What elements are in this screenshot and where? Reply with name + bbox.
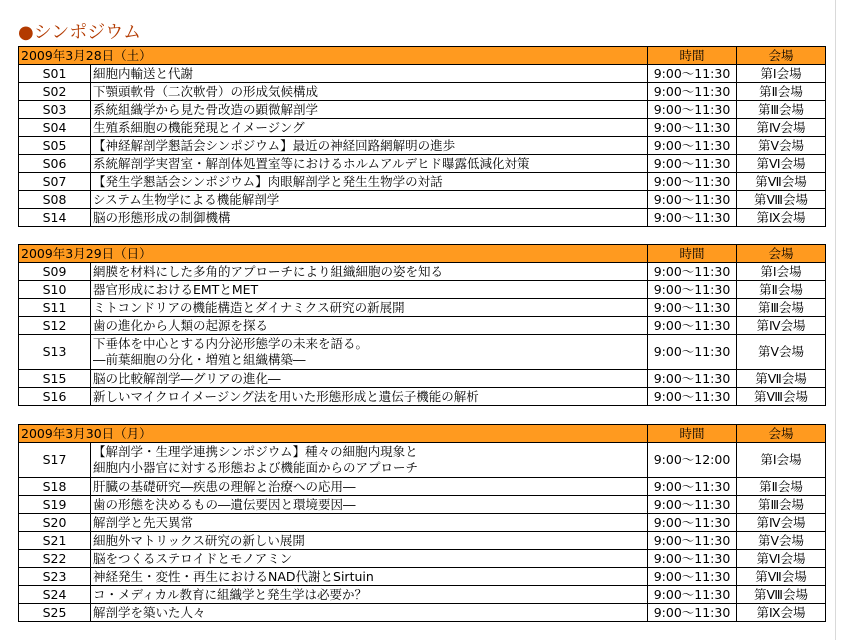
room-header: 会場 xyxy=(737,47,826,65)
table-row[interactable] xyxy=(19,586,826,604)
table-row[interactable] xyxy=(19,317,826,335)
time-header: 時間 xyxy=(648,425,737,443)
session-id: S06 xyxy=(19,155,91,173)
session-room: 第Ⅵ会場 xyxy=(737,155,826,173)
day-date: 2009年3月30日（月） xyxy=(19,425,648,443)
day-header-row xyxy=(19,47,826,65)
session-time: 9:00～11:30 xyxy=(648,155,737,173)
session-id: S01 xyxy=(19,65,91,83)
session-time: 9:00～11:30 xyxy=(648,388,737,406)
session-title: 新しいマイクロイメージング法を用いた形態形成と遺伝子機能の解析 xyxy=(91,388,648,406)
session-time: 9:00～11:30 xyxy=(648,604,737,622)
session-room: 第Ⅱ会場 xyxy=(737,83,826,101)
time-header: 時間 xyxy=(648,245,737,263)
session-time: 9:00～11:30 xyxy=(648,119,737,137)
sheet-gridline xyxy=(835,0,836,640)
session-room: 第Ⅵ会場 xyxy=(737,550,826,568)
session-title: システム生物学による機能解剖学 xyxy=(91,191,648,209)
session-time: 9:00～11:30 xyxy=(648,191,737,209)
session-title: 脳の比較解剖学―グリアの進化― xyxy=(91,370,648,388)
schedule-table-day-3 xyxy=(18,424,826,622)
session-title: 脳をつくるステロイドとモノアミン xyxy=(91,550,648,568)
session-room: 第Ⅷ会場 xyxy=(737,586,826,604)
table-row[interactable] xyxy=(19,281,826,299)
session-title xyxy=(91,335,648,370)
session-title: 肝臓の基礎研究―疾患の理解と治療への応用― xyxy=(91,478,648,496)
session-room: 第Ⅲ会場 xyxy=(737,299,826,317)
session-title: 下顎頭軟骨（二次軟骨）の形成気候構成 xyxy=(91,83,648,101)
session-time: 9:00～11:30 xyxy=(648,101,737,119)
table-row[interactable] xyxy=(19,335,826,370)
table-row[interactable] xyxy=(19,209,826,227)
session-title-line-2: 細胞内小器官に対する形態および機能面からのアプローチ xyxy=(93,460,419,475)
session-time: 9:00～11:30 xyxy=(648,568,737,586)
session-title: 解剖学を築いた人々 xyxy=(91,604,648,622)
session-id: S12 xyxy=(19,317,91,335)
session-id: S20 xyxy=(19,514,91,532)
table-row[interactable] xyxy=(19,65,826,83)
session-id: S11 xyxy=(19,299,91,317)
table-row[interactable] xyxy=(19,119,826,137)
session-room: 第Ⅳ会場 xyxy=(737,317,826,335)
table-row[interactable] xyxy=(19,263,826,281)
schedule-table-day-1 xyxy=(18,46,826,227)
session-time: 9:00～11:30 xyxy=(648,65,737,83)
table-row[interactable] xyxy=(19,191,826,209)
table-row[interactable] xyxy=(19,83,826,101)
session-title: 【神経解剖学懇話会シンポジウム】最近の神経回路網解明の進歩 xyxy=(91,137,648,155)
session-id: S15 xyxy=(19,370,91,388)
session-id: S14 xyxy=(19,209,91,227)
session-time: 9:00～11:30 xyxy=(648,550,737,568)
day-header-row xyxy=(19,425,826,443)
session-room: 第Ⅳ会場 xyxy=(737,514,826,532)
session-id: S19 xyxy=(19,496,91,514)
session-title: 歯の形態を決めるもの―遺伝要因と環境要因― xyxy=(91,496,648,514)
day-header-row xyxy=(19,245,826,263)
session-time: 9:00～11:30 xyxy=(648,532,737,550)
session-room: 第Ⅰ会場 xyxy=(737,443,826,478)
session-room: 第Ⅶ会場 xyxy=(737,173,826,191)
day-date: 2009年3月29日（日） xyxy=(19,245,648,263)
table-row[interactable] xyxy=(19,443,826,478)
table-row[interactable] xyxy=(19,604,826,622)
session-time: 9:00～11:30 xyxy=(648,209,737,227)
table-row[interactable] xyxy=(19,101,826,119)
table-row[interactable] xyxy=(19,496,826,514)
session-id: S07 xyxy=(19,173,91,191)
session-id: S03 xyxy=(19,101,91,119)
session-room: 第Ⅸ会場 xyxy=(737,209,826,227)
session-time: 9:00～12:00 xyxy=(648,443,737,478)
session-time: 9:00～11:30 xyxy=(648,335,737,370)
schedule-table-day-2 xyxy=(18,244,826,406)
session-time: 9:00～11:30 xyxy=(648,496,737,514)
session-id: S23 xyxy=(19,568,91,586)
session-room: 第Ⅷ会場 xyxy=(737,191,826,209)
session-id: S13 xyxy=(19,335,91,370)
session-title-line-1: 【解剖学・生理学連携シンポジウム】種々の細胞内現象と xyxy=(93,444,418,459)
session-room: 第Ⅳ会場 xyxy=(737,119,826,137)
session-id: S22 xyxy=(19,550,91,568)
session-title: 細胞内輸送と代謝 xyxy=(91,65,648,83)
session-room: 第Ⅶ会場 xyxy=(737,568,826,586)
session-room: 第Ⅲ会場 xyxy=(737,101,826,119)
session-room: 第Ⅰ会場 xyxy=(737,65,826,83)
day-date: 2009年3月28日（土） xyxy=(19,47,648,65)
table-row[interactable] xyxy=(19,155,826,173)
session-room: 第Ⅴ会場 xyxy=(737,335,826,370)
room-header: 会場 xyxy=(737,425,826,443)
session-time: 9:00～11:30 xyxy=(648,317,737,335)
session-title: 歯の進化から人類の起源を探る xyxy=(91,317,648,335)
session-title-line-2: ―前葉細胞の分化・増殖と組織構築― xyxy=(93,352,306,367)
table-row[interactable] xyxy=(19,388,826,406)
session-id: S02 xyxy=(19,83,91,101)
session-title: 系統組織学から見た骨改造の顕微解剖学 xyxy=(91,101,648,119)
session-title: 神経発生・変性・再生におけるNAD代謝とSirtuin xyxy=(91,568,648,586)
session-title: 器官形成におけるEMTとMET xyxy=(91,281,648,299)
session-id: S18 xyxy=(19,478,91,496)
session-id: S04 xyxy=(19,119,91,137)
session-time: 9:00～11:30 xyxy=(648,281,737,299)
session-id: S08 xyxy=(19,191,91,209)
session-time: 9:00～11:30 xyxy=(648,263,737,281)
table-row[interactable] xyxy=(19,568,826,586)
session-title: 解剖学と先天異常 xyxy=(91,514,648,532)
table-row[interactable] xyxy=(19,532,826,550)
table-row[interactable] xyxy=(19,173,826,191)
session-room: 第Ⅶ会場 xyxy=(737,370,826,388)
session-time: 9:00～11:30 xyxy=(648,173,737,191)
table-row[interactable] xyxy=(19,550,826,568)
session-id: S05 xyxy=(19,137,91,155)
session-id: S21 xyxy=(19,532,91,550)
page-title: ●シンポジウム xyxy=(18,22,142,43)
session-title: 【発生学懇話会シンポジウム】肉眼解剖学と発生生物学の対話 xyxy=(91,173,648,191)
session-id: S16 xyxy=(19,388,91,406)
session-id: S09 xyxy=(19,263,91,281)
session-id: S10 xyxy=(19,281,91,299)
session-title: 生殖系細胞の機能発現とイメージング xyxy=(91,119,648,137)
session-time: 9:00～11:30 xyxy=(648,370,737,388)
session-time: 9:00～11:30 xyxy=(648,299,737,317)
session-room: 第Ⅱ会場 xyxy=(737,281,826,299)
session-title-line-1: 下垂体を中心とする内分泌形態学の未来を語る。 xyxy=(93,336,369,351)
session-time: 9:00～11:30 xyxy=(648,137,737,155)
session-time: 9:00～11:30 xyxy=(648,83,737,101)
session-room: 第Ⅴ会場 xyxy=(737,532,826,550)
session-title: 網膜を材料にした多角的アプローチにより組織細胞の姿を知る xyxy=(91,263,648,281)
session-title: 脳の形態形成の制御機構 xyxy=(91,209,648,227)
table-row[interactable] xyxy=(19,514,826,532)
session-room: 第Ⅴ会場 xyxy=(737,137,826,155)
session-title xyxy=(91,443,648,478)
room-header: 会場 xyxy=(737,245,826,263)
session-title: 細胞外マトリックス研究の新しい展開 xyxy=(91,532,648,550)
time-header: 時間 xyxy=(648,47,737,65)
session-id: S24 xyxy=(19,586,91,604)
session-time: 9:00～11:30 xyxy=(648,514,737,532)
session-id: S25 xyxy=(19,604,91,622)
session-room: 第Ⅰ会場 xyxy=(737,263,826,281)
session-time: 9:00～11:30 xyxy=(648,586,737,604)
session-room: 第Ⅱ会場 xyxy=(737,478,826,496)
table-row[interactable] xyxy=(19,370,826,388)
session-room: 第Ⅷ会場 xyxy=(737,388,826,406)
session-title: コ・メディカル教育に組織学と発生学は必要か？ xyxy=(91,586,648,604)
session-room: 第Ⅲ会場 xyxy=(737,496,826,514)
session-id: S17 xyxy=(19,443,91,478)
session-room: 第Ⅸ会場 xyxy=(737,604,826,622)
session-title: 系統解剖学実習室・解剖体処置室等におけるホルムアルデヒド曝露低減化対策 xyxy=(91,155,648,173)
session-title: ミトコンドリアの機能構造とダイナミクス研究の新展開 xyxy=(91,299,648,317)
table-row[interactable] xyxy=(19,299,826,317)
session-time: 9:00～11:30 xyxy=(648,478,737,496)
table-row[interactable] xyxy=(19,478,826,496)
table-row[interactable] xyxy=(19,137,826,155)
